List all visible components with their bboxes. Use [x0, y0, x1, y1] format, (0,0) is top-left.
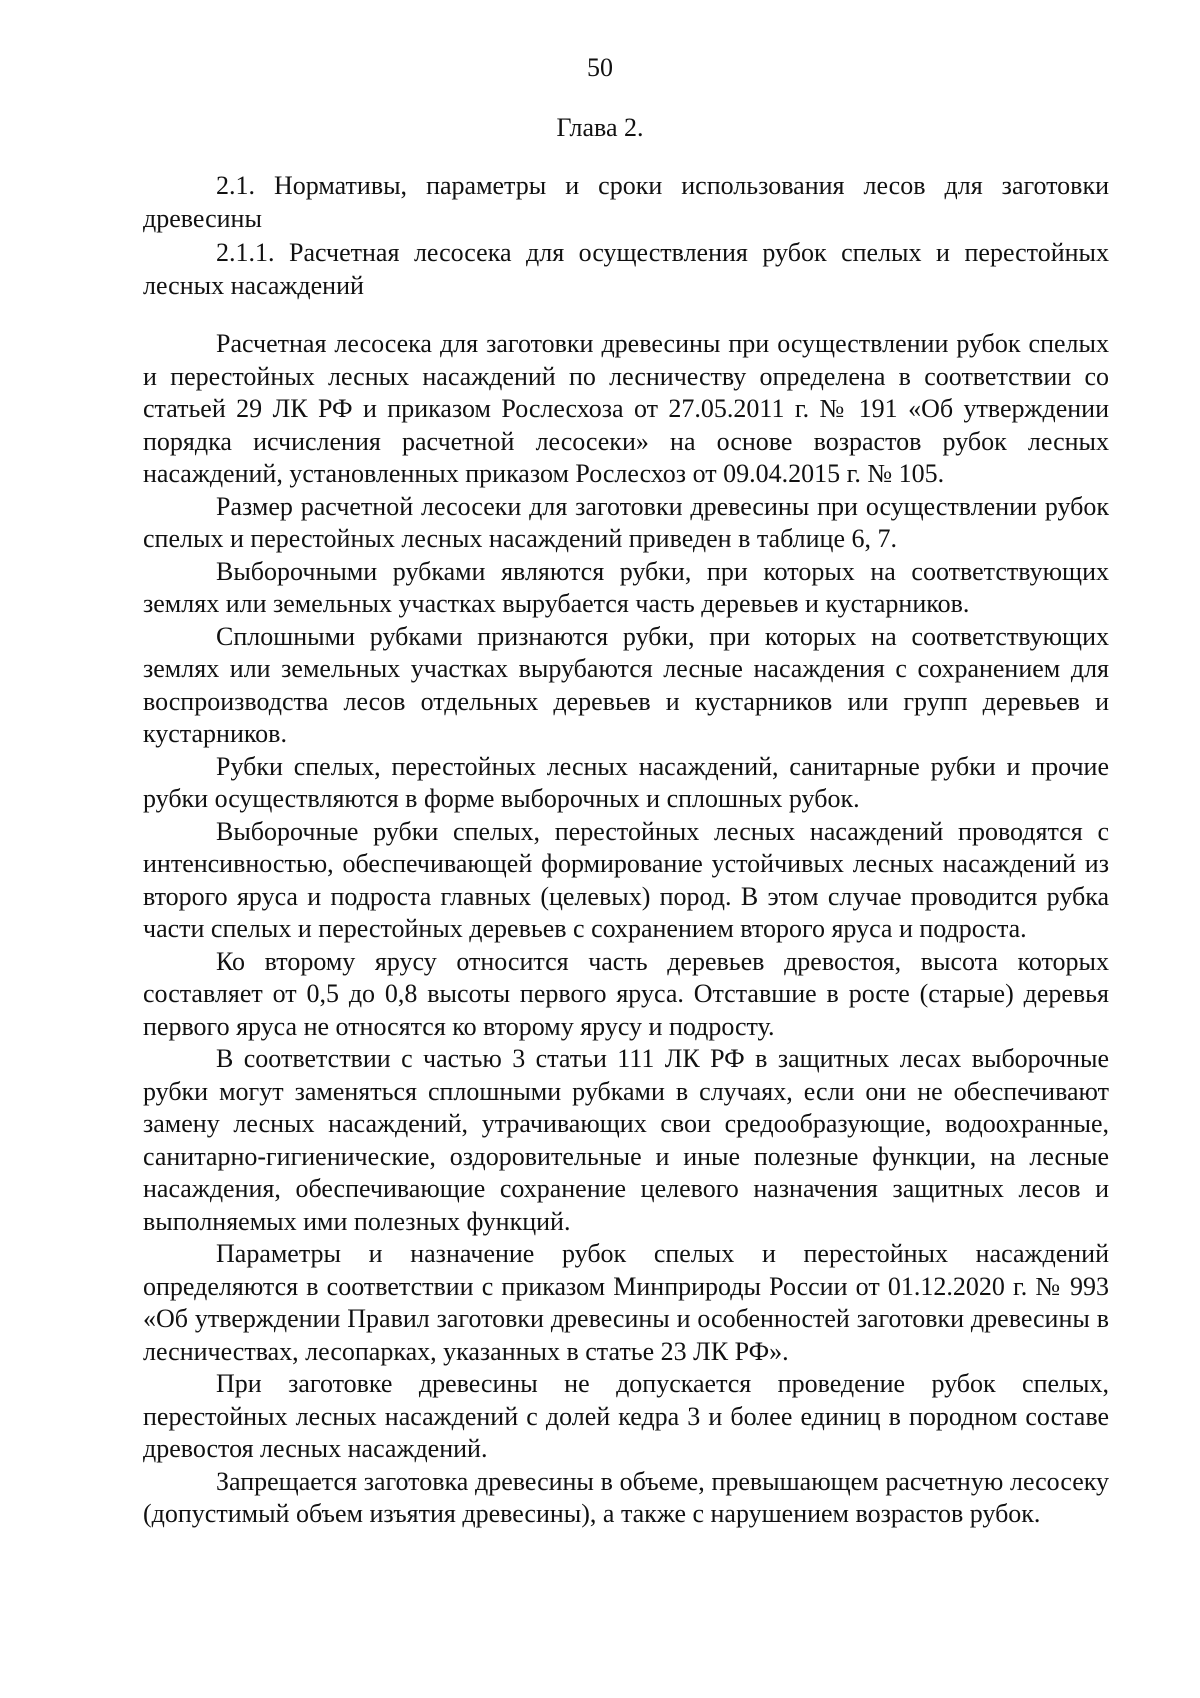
paragraph: Размер расчетной лесосеки для заготовки древесины при осуществлении рубок спелых и перестойных лесных насаждений приведен в таблице 6, 7. [143, 491, 1109, 553]
body-text [143, 328, 1109, 1531]
paragraph: Выборочными рубками являются рубки, при которых на соответствующих землях или земельных участках вырубается часть деревьев и кустарников. [143, 556, 1109, 618]
section-heading: 2.1. Нормативы, параметры и сроки использования лесов для заготовки древесины [143, 171, 1109, 233]
paragraph: Расчетная лесосека для заготовки древесины при осуществлении рубок спелых и перестойных лесных насаждений по лесничеству определена в соответствии со статьей 29 ЛК РФ и приказом Рослесхоза от 27.05.2011 г. № 191 «Об утверждении порядка исчисления расчетной лесосеки» на основе возрастов рубок лесных насаждений, установленных приказом Рослесхоз от 09.04.2015 г. № 105. [143, 329, 1109, 488]
section-heading-2-1-1 [143, 237, 1109, 302]
section-heading: 2.1.1. Расчетная лесосека для осуществления рубок спелых и перестойных лесных насаждений [143, 238, 1109, 300]
paragraph: При заготовке древесины не допускается проведение рубок спелых, перестойных лесных насаждений с долей кедра 3 и более единиц в породном составе древостоя лесных насаждений. [143, 1369, 1109, 1463]
section-heading-2-1 [143, 170, 1109, 235]
chapter-title: Глава 2. [556, 113, 644, 142]
paragraph: Запрещается заготовка древесины в объеме, превышающем расчетную лесосеку (допустимый объем изъятия древесины), а также с нарушением возрастов рубок. [143, 1466, 1109, 1528]
page-number: 50 [587, 53, 613, 82]
paragraph: Рубки спелых, перестойных лесных насаждений, санитарные рубки и прочие рубки осуществляются в форме выборочных и сплошных рубок. [143, 751, 1109, 813]
paragraph: В соответствии с частью 3 статьи 111 ЛК РФ в защитных лесах выборочные рубки могут заменяться сплошными рубками в случаях, если они не обеспечивают замену лесных насаждений, утрачивающих свои средообразующие, водоохранные, санитарно-гигиенические, оздоровительные и иные полезные функции, на лесные насаждения, обеспечивающие сохранение целевого назначения защитных лесов и выполняемых ими полезных функций. [143, 1044, 1109, 1236]
paragraph: Выборочные рубки спелых, перестойных лесных насаждений проводятся с интенсивностью, обеспечивающей формирование устойчивых лесных насаждений из второго яруса и подроста главных (целевых) пород. В этом случае проводится рубка части спелых и перестойных деревьев с сохранением второго яруса и подроста. [143, 816, 1109, 943]
paragraph: Ко второму ярусу относится часть деревьев древостоя, высота которых составляет от 0,5 до 0,8 высоты первого яруса. Отставшие в росте (старые) деревья первого яруса не относятся ко второму ярусу и подросту. [143, 946, 1109, 1041]
paragraph: Сплошными рубками признаются рубки, при которых на соответствующих землях или земельных участках вырубаются лесные насаждения с сохранением для воспроизводства лесов отдельных деревьев и кустарников или групп деревьев и кустарников. [143, 621, 1109, 748]
paragraph: Параметры и назначение рубок спелых и перестойных насаждений определяются в соответствии с приказом Минприроды России от 01.12.2020 г. № 993 «Об утверждении Правил заготовки древесины и особенностей заготовки древесины в лесничествах, лесопарках, указанных в статье 23 ЛК РФ». [143, 1239, 1109, 1366]
